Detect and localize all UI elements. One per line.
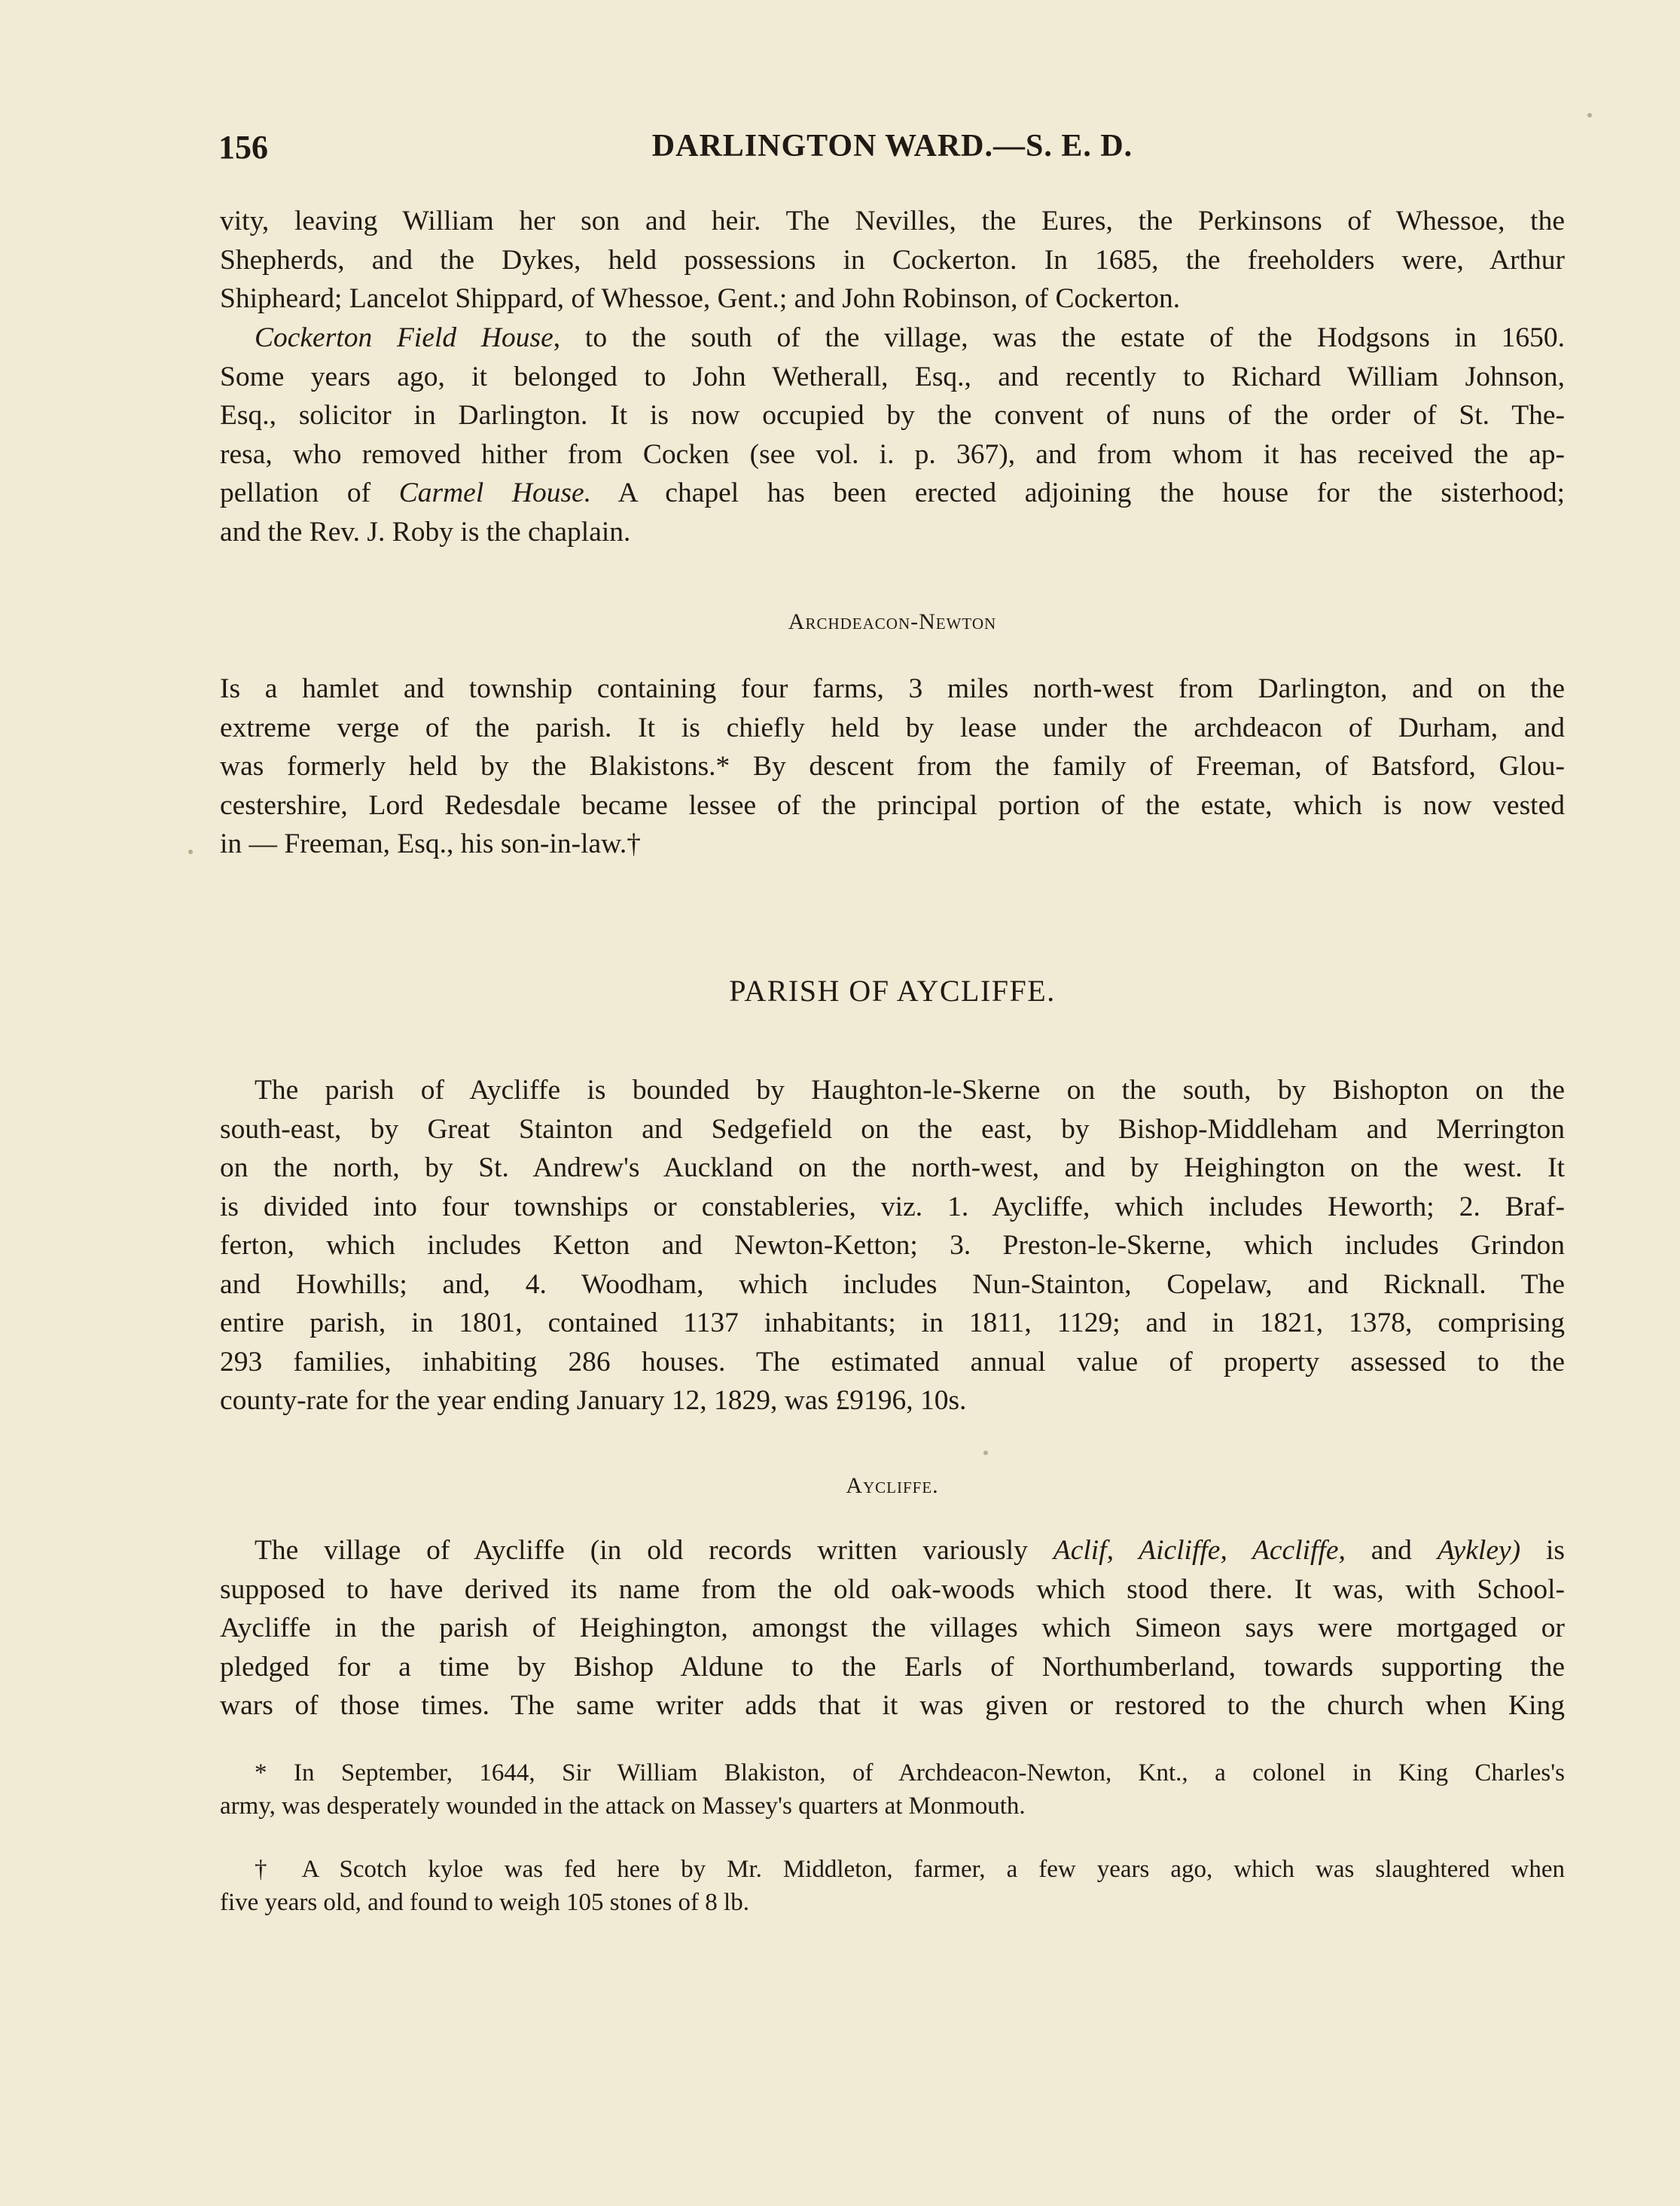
text-line: 293 families, inhabiting 286 houses. The estimated annual value of property assessed to the [220, 1346, 1565, 1378]
italic-variant-names: Aykley) [1437, 1535, 1521, 1566]
text-line: south-east, by Great Stainton and Sedgefield on the east, by Bishop-Middleham and Merrington [220, 1113, 1565, 1145]
italic-place-name: Cockerton Field House [255, 322, 553, 353]
section-heading: Archdeacon-Newton [788, 609, 997, 634]
running-head: DARLINGTON WARD.—S. E. D. [651, 129, 1133, 163]
paragraph-continuation [220, 202, 1565, 319]
page-number: 156 [218, 129, 268, 166]
paper-speck [983, 1451, 988, 1455]
text-line [220, 1531, 1565, 1570]
text-line [220, 474, 1565, 513]
section-heading: Aycliffe. [846, 1473, 939, 1498]
text-line: Some years ago, it belonged to John Wetherall, Esq., and recently to Richard William Johnson, [220, 361, 1565, 392]
italic-place-name: Carmel House. [398, 478, 592, 508]
text-line: Shipheard; Lancelot Shippard, of Whessoe, Gent.; and John Robinson, of Cockerton. [220, 283, 1181, 314]
text-line: supposed to have derived its name from the old oak-woods which stood there. It was, with School- [220, 1573, 1565, 1605]
text-line: extreme verge of the parish. It is chiefly held by lease under the archdeacon of Durham, and [220, 712, 1565, 743]
footnote-blakiston [220, 1756, 1565, 1823]
footnote-line: five years old, and found to weigh 105 stones of 8 lb. [220, 1889, 749, 1916]
section-heading-archdeacon-newton [220, 603, 1565, 642]
footnote-line: † A Scotch kyloe was fed here by Mr. Middleton, farmer, a few years ago, which was slaughtered when [255, 1856, 1565, 1883]
section-heading-aycliffe [220, 1466, 1565, 1506]
footnote-kyloe [220, 1853, 1565, 1919]
text-line: pledged for a time by Bishop Aldune to the Earls of Northumberland, towards supporting the [220, 1651, 1565, 1683]
text-line: ferton, which includes Ketton and Newton-Ketton; 3. Preston-le-Skerne, which includes Grindon [220, 1230, 1565, 1261]
text-line: vity, leaving William her son and heir. The Nevilles, the Eures, the Perkinsons of Whessoe, the [220, 206, 1565, 236]
text-line: county-rate for the year ending January 12, 1829, was £9196, 10s. [220, 1385, 967, 1416]
text-line: wars of those times. The same writer adds that it was given or restored to the church when King [220, 1690, 1565, 1721]
text-line: entire parish, in 1801, contained 1137 inhabitants; in 1811, 1129; and in 1821, 1378, comprising [220, 1307, 1565, 1338]
page-header [218, 128, 1566, 173]
major-heading-parish [220, 972, 1565, 1011]
footnote-line: army, was desperately wounded in the attack on Massey's quarters at Monmouth. [220, 1793, 1026, 1820]
paragraph-archdeacon-newton [220, 670, 1565, 864]
text-line: Shepherds, and the Dykes, held possessions in Cockerton. In 1685, the freeholders were, Arthur [220, 244, 1565, 276]
text-line: The parish of Aycliffe is bounded by Haughton-le-Skerne on the south, by Bishopton on the [255, 1075, 1565, 1106]
italic-variant-names: Aclif, Aicliffe, Accliffe, [1053, 1535, 1346, 1566]
paper-speck [1587, 113, 1592, 117]
text-line [220, 319, 1565, 358]
paragraph-parish-of-aycliffe [220, 1071, 1565, 1420]
paragraph-cockerton-field-house [220, 319, 1565, 551]
text-span: The village of Aycliffe (in old records written variously [255, 1535, 1053, 1566]
paper-speck [188, 850, 193, 854]
text-line: resa, who removed hither from Cocken (see vol. i. p. 367), and from whom it has received the ap- [220, 438, 1565, 470]
text-line: and the Rev. J. Roby is the chaplain. [220, 516, 631, 548]
text-span: , to the south of the village, was the estate of the Hodgsons in 1650. [553, 322, 1565, 353]
text-line: and Howhills; and, 4. Woodham, which includes Nun-Stainton, Copelaw, and Ricknall. The [220, 1268, 1565, 1300]
text-line: cestershire, Lord Redesdale became lessee of the principal portion of the estate, which is now vested [220, 789, 1565, 821]
text-line: Esq., solicitor in Darlington. It is now occupied by the convent of nuns of the order of St. The- [220, 400, 1565, 431]
text-span: A chapel has been erected adjoining the house for the sisterhood; [591, 478, 1565, 508]
text-span: pellation of [220, 478, 399, 508]
text-line: in — Freeman, Esq., his son-in-law.† [220, 828, 641, 859]
footnote-line: * In September, 1644, Sir William Blakiston, of Archdeacon-Newton, Knt., a colonel in King Charles's [255, 1759, 1565, 1786]
text-line: was formerly held by the Blakistons.* By descent from the family of Freeman, of Batsford, Glou- [220, 751, 1565, 782]
text-line: Is a hamlet and township containing four farms, 3 miles north-west from Darlington, and on the [220, 673, 1565, 704]
text-line: on the north, by St. Andrew's Auckland on the north-west, and by Heighington on the west. It [220, 1152, 1565, 1183]
text-span: and [1345, 1535, 1438, 1566]
text-line: Aycliffe in the parish of Heighington, amongst the villages which Simeon says were mortgaged or [220, 1613, 1565, 1643]
text-span: is [1520, 1535, 1565, 1566]
text-line: is divided into four townships or constableries, viz. 1. Aycliffe, which includes Heworth; 2. Braf- [220, 1191, 1565, 1222]
paragraph-aycliffe-village [220, 1531, 1565, 1725]
major-heading: PARISH OF AYCLIFFE. [729, 974, 1056, 1008]
